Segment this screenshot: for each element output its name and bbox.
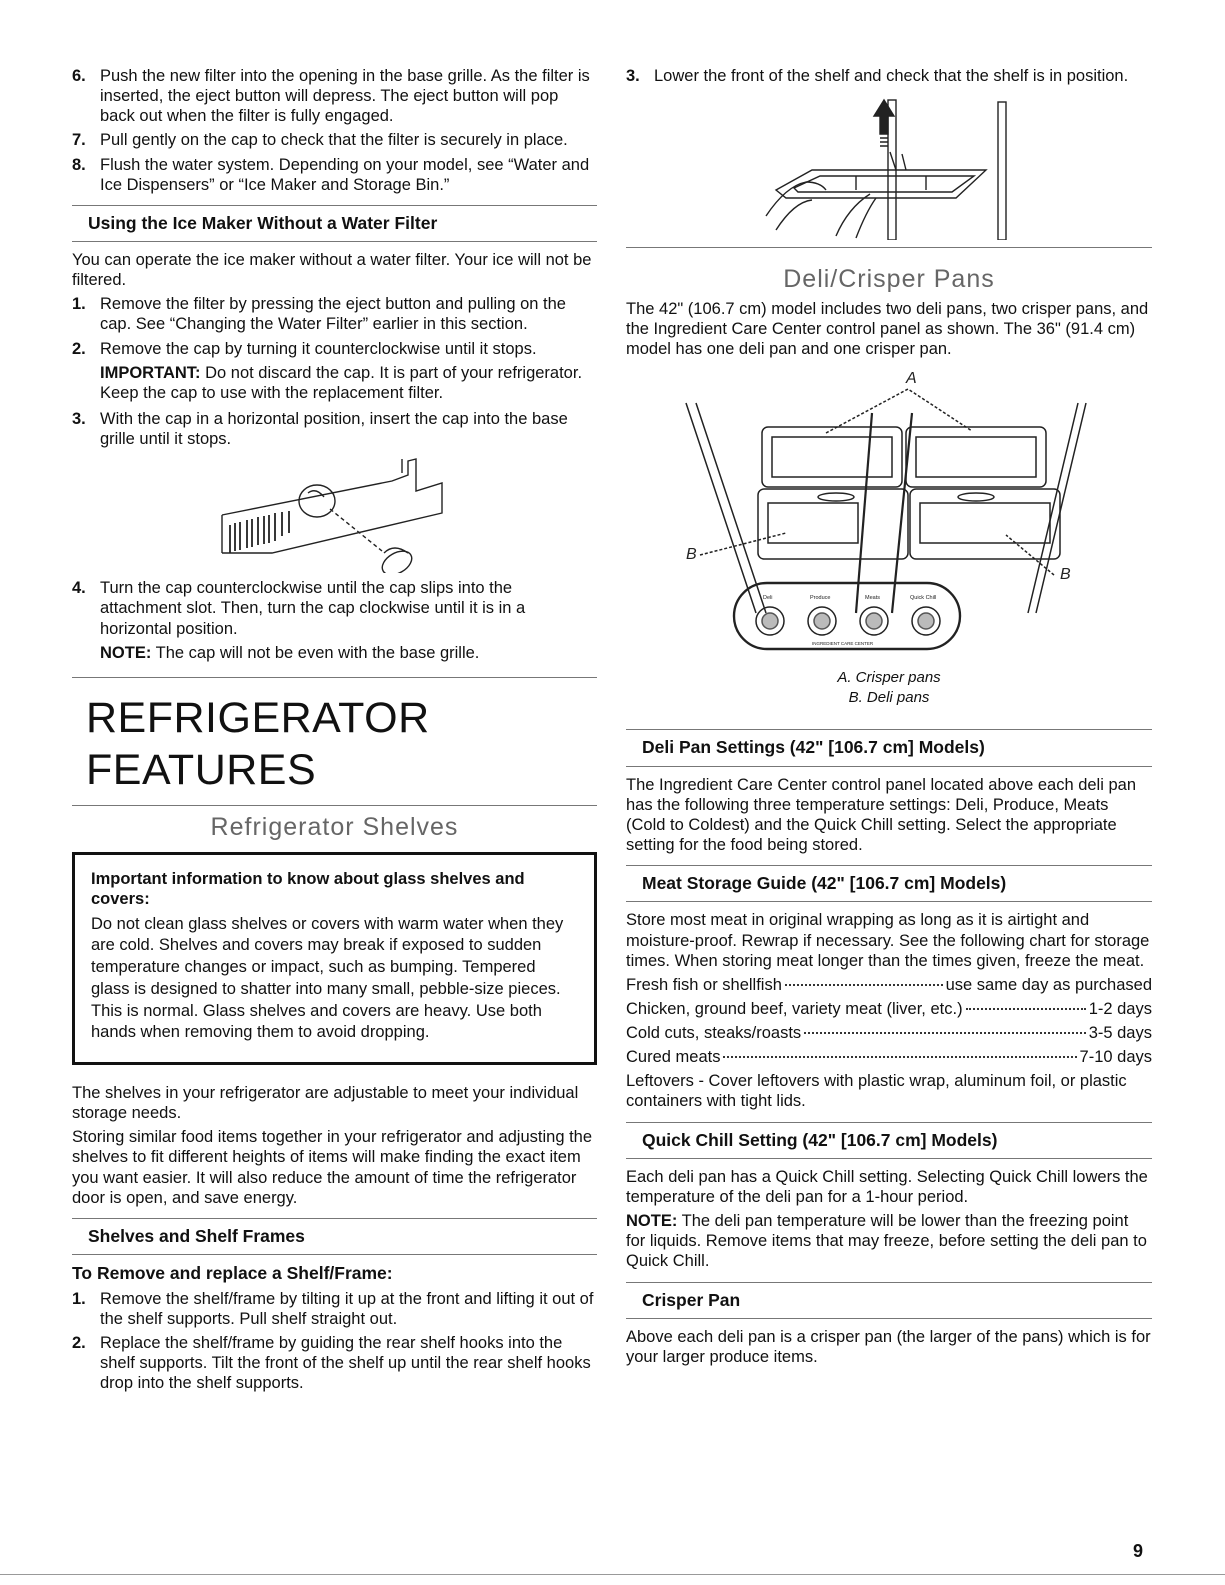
right-column [626,66,1152,1371]
remove-replace-heading: To Remove and replace a Shelf/Frame: [72,1263,393,1284]
page-number: 9 [1133,1541,1144,1561]
warning-heading: Important information to know about glass shelves and covers: [91,870,525,909]
deli-crisper-figure [626,363,1152,663]
shelf-illustration [626,90,1152,240]
divider [626,247,1152,248]
crisper-pan-text: Above each deli pan is a crisper pan (the larger of the pans) which is for your larger produce items. [626,1327,1151,1366]
remove-step-1: 1. Remove the shelf/frame by tilting it up at the front and lifting it out of the shelf supports. Pull shelf straight out. [72,1289,594,1328]
label-a: A [906,370,917,388]
bottom-rule [0,1574,1225,1575]
panel-caption: INGREDIENT CARE CENTER [812,641,874,647]
panel-label-produce: Produce [810,595,831,602]
ice-step-2: 2. Remove the cap by turning it counterclockwise until it stops. [72,339,537,358]
ice-maker-heading: Using the Ice Maker Without a Water Filter [72,205,597,242]
leftovers-text: Leftovers - Cover leftovers with plastic wrap, aluminum foil, or plastic containers with tight lids. [626,1072,1127,1111]
quick-chill-heading: Quick Chill Setting (42" [106.7 cm] Models) [626,1122,1152,1159]
shelves-paragraph-2: Storing similar food items together in your refrigerator and adjusting the shelves to fit different heights of items will make finding the exact item you want easier. It will also reduce the amount of time the refrigerator door is open, and save energy. [72,1128,593,1207]
quick-chill-note: NOTE: The deli pan temperature will be lower than the freezing point for liquids. Remove items that may freeze, before setting the deli pan to Quick Chill. [626,1212,1147,1271]
caption-a: A. Crisper pans [837,669,941,687]
meat-guide-row: Cold cuts, steaks/roasts 3-5 days [626,1024,1152,1043]
quick-chill-text: Each deli pan has a Quick Chill setting. Selecting Quick Chill lowers the temperature of the deli pan for a 1-hour period. [626,1167,1148,1207]
crisper-pan-heading: Crisper Pan [626,1282,1152,1319]
panel-label-quick-chill: Quick Chill [910,595,937,602]
remove-step-2: 2. Replace the shelf/frame by guiding the rear shelf hooks into the shelf supports. Tilt the front of the shelf up until the rear shelf hooks drop into the shelf supports. [72,1333,591,1393]
meat-guide-row: Fresh fish or shellfish use same day as purchased [626,975,1152,994]
refrigerator-features-title: REFRIGERATOR FEATURES [86,693,430,795]
left-column [72,66,597,1397]
deli-settings-heading: Deli Pan Settings (42" [106.7 cm] Models) [626,729,1152,766]
shelf-frames-heading: Shelves and Shelf Frames [72,1218,597,1255]
filter-cap-illustration [72,453,597,573]
ice-step-1: 1. Remove the filter by pressing the eject button and pulling on the cap. See “Changing the Water Filter” earlier in this section. [72,295,566,334]
caption-b: B. Deli pans [848,688,930,706]
step-6: 6. Push the new filter into the opening in the base grille. As the filter is inserted, the eject button will depress. The eject button will pop back out when the filter is fully engaged. [72,67,590,126]
meat-intro: Store most meat in original wrapping as long as it is airtight and moisture-proof. Rewrap if necessary. See the following chart for storage times. When storing meat longer than the times given, freeze the meat. [626,911,1150,970]
deli-crisper-title: Deli/Crisper Pans [783,265,995,294]
shelf-step-3: 3. Lower the front of the shelf and check that the shelf is in position. [626,67,1129,85]
label-b-left: B [686,546,697,564]
ice-step-3: 3. With the cap in a horizontal position, insert the cap into the base grille until it stops. [72,409,568,449]
meat-guide-row: Chicken, ground beef, variety meat (liver, etc.) 1-2 days [626,999,1152,1018]
deli-intro: The 42" (106.7 cm) model includes two deli pans, two crisper pans, and the Ingredient Care Center control panel as shown. The 36" (91.4 cm) model has one deli pan and one crisper pan. [626,299,1149,358]
shelves-paragraph-1: The shelves in your refrigerator are adjustable to meet your individual storage needs. [72,1084,579,1123]
divider [72,805,597,806]
ice-step-4: 4. Turn the cap counterclockwise until the cap slips into the attachment slot. Then, turn the cap clockwise until it is in a horizontal position. [72,579,526,638]
glass-shelves-warning-box [72,852,597,1065]
cap-note: NOTE: The cap will not be even with the base grille. [100,643,480,662]
deli-settings-text: The Ingredient Care Center control panel located above each deli pan has the following three temperature settings: Deli, Produce, Meats (Cold to Coldest) and the Quick Chill setting. Select the appropriate setting for the food being stored. [626,775,1137,854]
meat-guide-row: Cured meats 7-10 days [626,1048,1152,1067]
label-b-right: B [1060,566,1071,584]
panel-label-deli: Deli [763,595,773,602]
ice-maker-intro: You can operate the ice maker without a water filter. Your ice will not be filtered. [72,251,592,290]
meat-storage-heading: Meat Storage Guide (42" [106.7 cm] Models) [626,865,1152,902]
refrigerator-shelves-title: Refrigerator Shelves [210,812,459,841]
important-note: IMPORTANT: Do not discard the cap. It is part of your refrigerator. Keep the cap to use with the replacement filter. [100,363,583,402]
divider [72,677,597,678]
step-7: 7. Pull gently on the cap to check that the filter is securely in place. [72,131,568,150]
warning-body: Do not clean glass shelves or covers with warm water when they are cold. Shelves and covers may break if exposed to sudden temperature changes or impact, such as bumping. Tempered glass is designed to shatter into many small, pebble-size pieces. This is normal. Glass shelves and covers are heavy. Use both hands when removing them to avoid dropping. [91,914,564,1042]
panel-label-meats: Meats [865,595,880,602]
step-8: 8. Flush the water system. Depending on your model, see “Water and Ice Dispensers” or “Ice Maker and Storage Bin.” [72,155,590,194]
